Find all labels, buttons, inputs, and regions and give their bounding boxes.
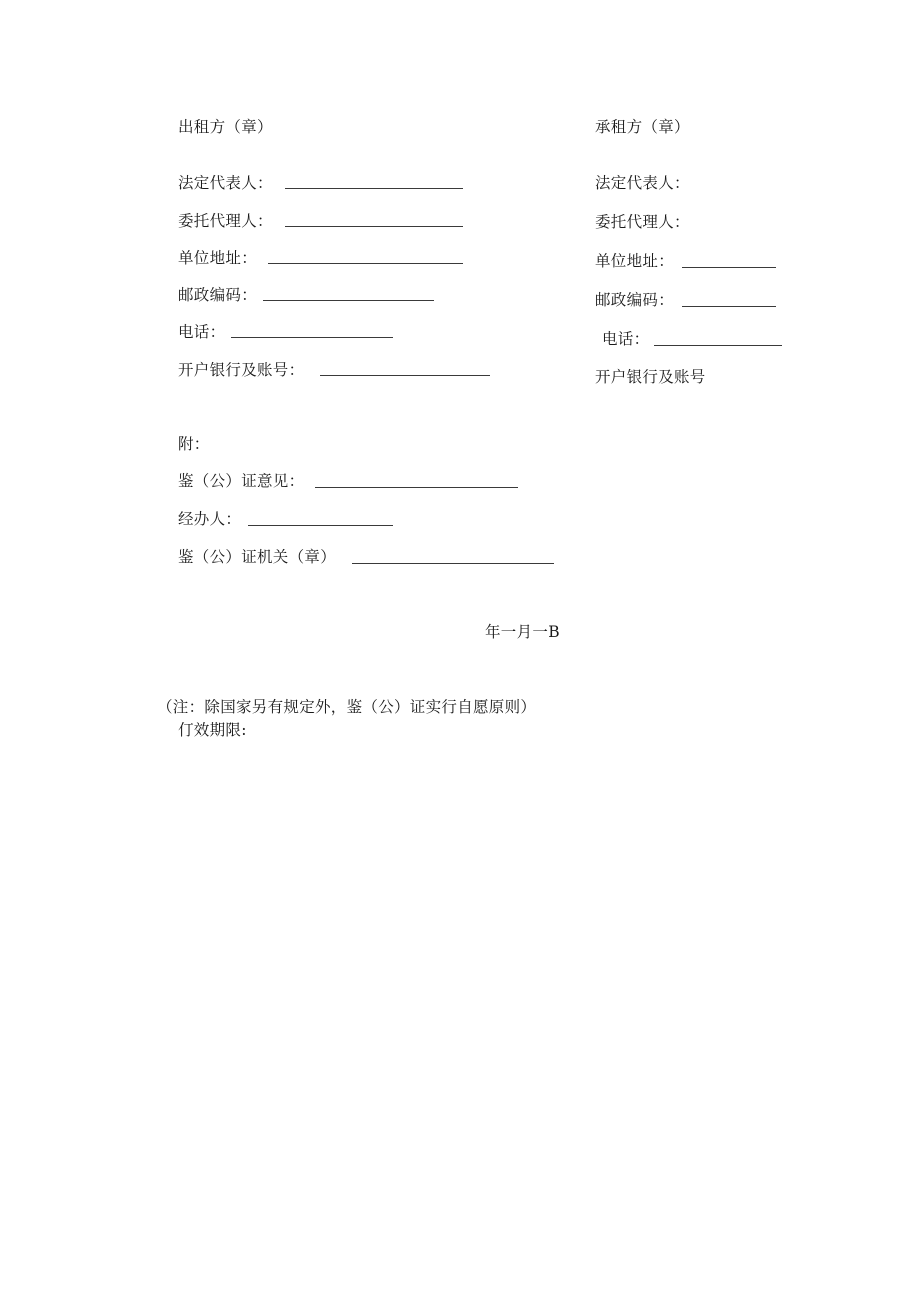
- lessee-address-blank[interactable]: [682, 267, 776, 268]
- lessor-legal-rep-blank[interactable]: [285, 188, 463, 189]
- lessor-legal-rep-label: 法定代表人：: [178, 174, 273, 192]
- notary-opinion-label: 鉴（公）证意见：: [178, 472, 305, 490]
- lessor-heading: 出租方（章）: [178, 118, 273, 136]
- lessor-bank-label: 开户银行及账号：: [178, 361, 305, 379]
- lessee-legal-rep-label: 法定代表人：: [595, 174, 690, 192]
- lessor-bank-blank[interactable]: [320, 375, 490, 376]
- note-text: （注：除国家另有规定外，鉴（公）证实行自愿原则）: [157, 698, 537, 716]
- notary-opinion-blank[interactable]: [315, 487, 518, 488]
- handler-blank[interactable]: [248, 525, 393, 526]
- lessor-address-blank[interactable]: [268, 263, 463, 264]
- lessee-phone-blank[interactable]: [654, 345, 782, 346]
- validity-label: 仃效期限:: [178, 721, 247, 739]
- notary-authority-blank[interactable]: [352, 563, 554, 564]
- lessee-address-label: 单位地址：: [595, 252, 675, 270]
- lessee-bank-label-clipped: 开户银行及账号: [595, 368, 706, 386]
- lessee-agent-label: 委托代理人：: [595, 213, 690, 231]
- lessor-agent-label: 委托代理人：: [178, 212, 273, 230]
- lessor-postcode-label: 邮政编码：: [178, 286, 258, 304]
- lessor-postcode-blank[interactable]: [263, 300, 434, 301]
- notary-authority-label: 鉴（公）证机关（章）: [178, 548, 337, 566]
- lessor-address-label: 单位地址：: [178, 249, 258, 267]
- date-line: 年一月一B: [485, 623, 560, 641]
- lessee-heading: 承租方（章）: [595, 118, 690, 136]
- handler-label: 经办人：: [178, 510, 242, 528]
- lessee-postcode-blank[interactable]: [682, 306, 776, 307]
- lessor-agent-blank[interactable]: [285, 226, 463, 227]
- lessor-phone-blank[interactable]: [231, 337, 393, 338]
- lessee-postcode-label: 邮政编码：: [595, 291, 675, 309]
- lessor-phone-label: 电话：: [178, 323, 226, 341]
- lessee-phone-label: 电话：: [602, 330, 650, 348]
- appendix-label: 附：: [178, 435, 210, 453]
